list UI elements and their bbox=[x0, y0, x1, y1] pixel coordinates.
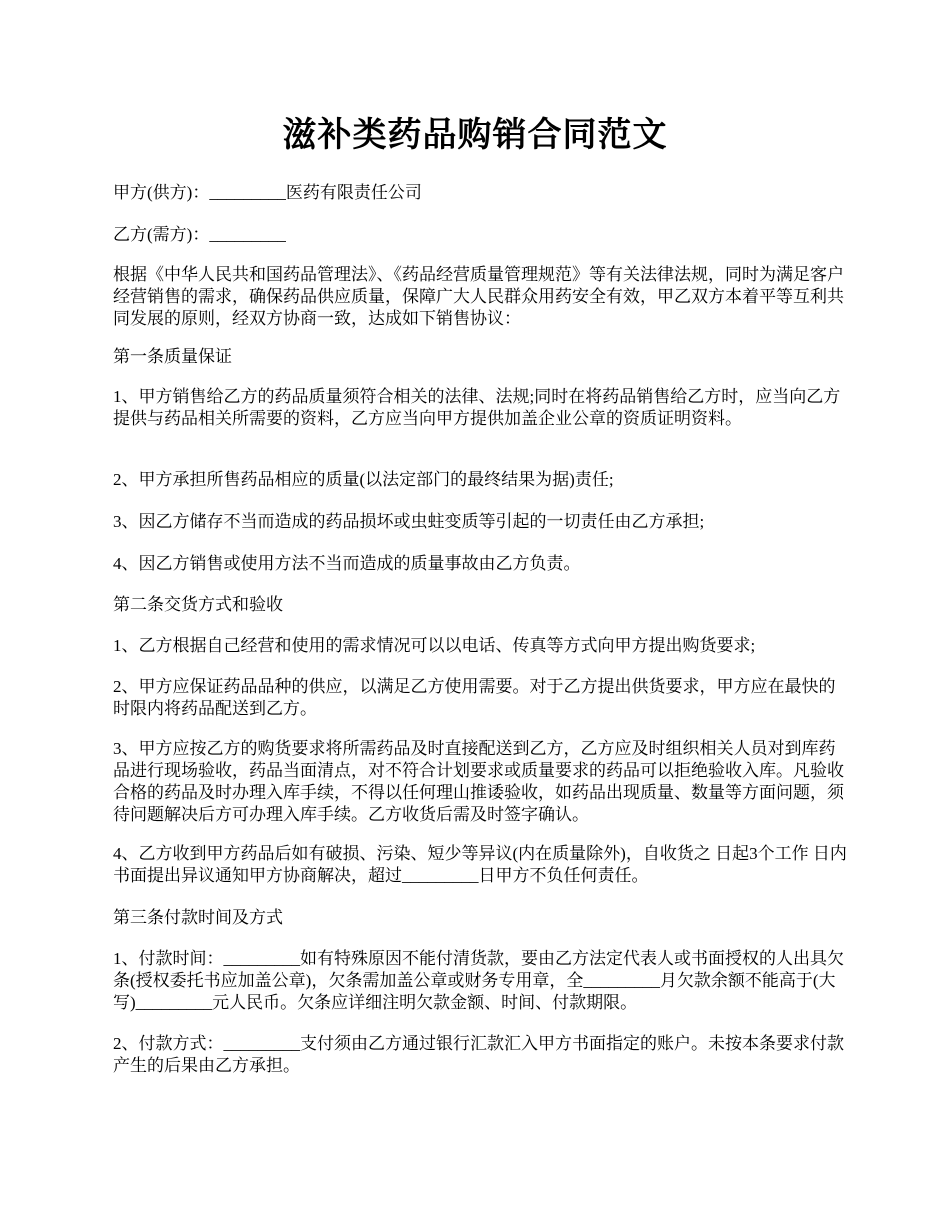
clause-2-4: 4、乙方收到甲方药品后如有破损、污染、短少等异议(内在质量除外)，自收货之 日起3个工作 日内书面提出异议通知甲方协商解决，超过_________日甲方不负任何责任。 bbox=[113, 844, 847, 885]
section-heading-2: 第二条交货方式和验收 bbox=[113, 595, 283, 614]
clause-1-3: 3、因乙方储存不当而造成的药品损坏或虫蛀变质等引起的一切责任由乙方承担; bbox=[113, 512, 705, 531]
clause-3-2: 2、付款方式：_________支付须由乙方通过银行汇款汇入甲方书面指定的账户。未按本条要求付款产生的后果由乙方承担。 bbox=[113, 1034, 844, 1075]
preamble-paragraph: 根据《中华人民共和国药品管理法》、《药品经营质量管理规范》等有关法律法规，同时为满足客户经营销售的需求，确保药品供应质量，保障广大人民群众用药安全有效，甲乙双方本着平等互利共同发展的原则，经双方协商一致，达成如下销售协议： bbox=[113, 265, 844, 328]
clause-2-2: 2、甲方应保证药品品种的供应，以满足乙方使用需要。对于乙方提出供货要求，甲方应在最快的时限内将药品配送到乙方。 bbox=[113, 677, 836, 718]
clause-2-3: 3、甲方应按乙方的购货要求将所需药品及时直接配送到乙方，乙方应及时组织相关人员对到库药品进行现场验收，药品当面清点，对不符合计划要求或质量要求的药品可以拒绝验收入库。凡验收合格的药品及时办理入库手续，不得以任何理山推诿验收，如药品出现质量、数量等方面问题，须待问题解决后方可办理入库手续。乙方收货后需及时签字确认。 bbox=[113, 739, 844, 824]
clause-1-1: 1、甲方销售给乙方的药品质量须符合相关的法律、法规;同时在将药品销售给乙方时，应当向乙方提供与药品相关所需要的资料，乙方应当向甲方提供加盖企业公章的资质证明资料。 bbox=[113, 387, 841, 428]
clause-1-4: 4、因乙方销售或使用方法不当而造成的质量事故由乙方负责。 bbox=[113, 554, 581, 573]
section-heading-3: 第三条付款时间及方式 bbox=[113, 908, 283, 927]
clause-1-2: 2、甲方承担所售药品相应的质量(以法定部门的最终结果为据)责任; bbox=[113, 470, 614, 489]
document-title: 滋补类药品购销合同范文 bbox=[282, 117, 668, 154]
party-b-line: 乙方(需方)：_________ bbox=[113, 225, 286, 244]
clause-2-1: 1、乙方根据自己经营和使用的需求情况可以以电话、传真等方式向甲方提出购货要求; bbox=[113, 636, 756, 655]
clause-3-1: 1、付款时间：_________如有特殊原因不能付清货款，要由乙方法定代表人或书面授权的人出具欠条(授权委托书应加盖公章)，欠条需加盖公章或财务专用章，全_________月欠款余额不能高于(大写)_________元人民币。欠条应详细注明欠款金额、时间、付款期限。 bbox=[113, 949, 844, 1012]
party-a-line: 甲方(供方)：_________医药有限责任公司 bbox=[113, 183, 422, 202]
section-heading-1: 第一条质量保证 bbox=[113, 347, 232, 366]
